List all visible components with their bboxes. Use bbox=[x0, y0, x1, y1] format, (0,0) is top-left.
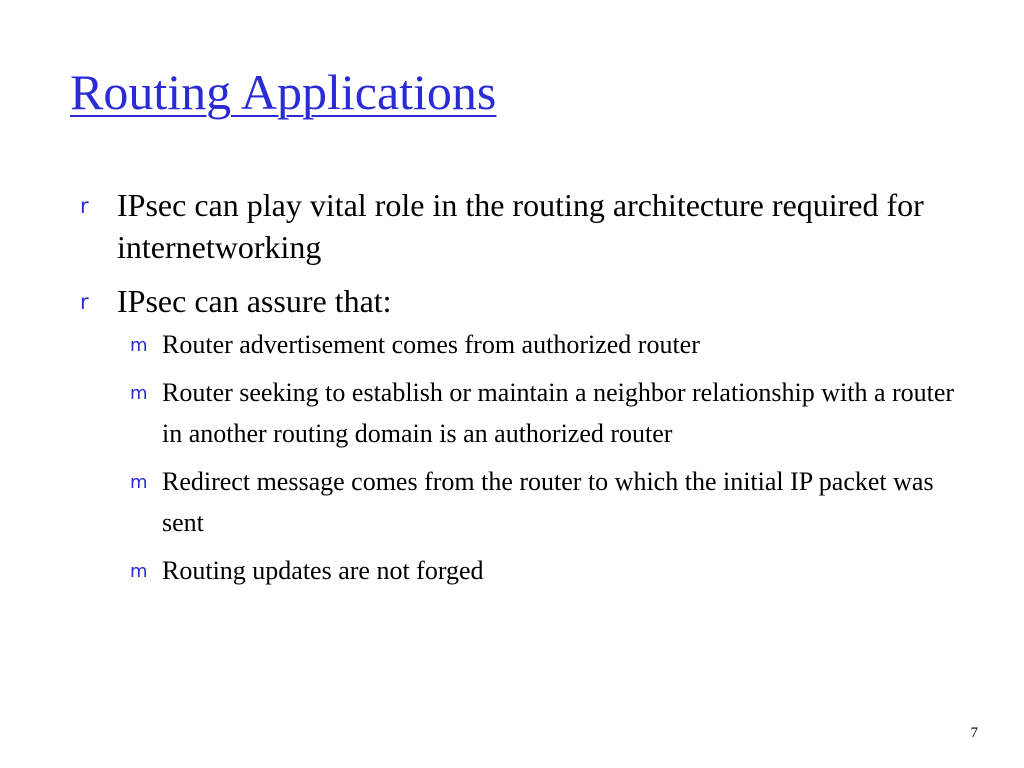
sub-bullet-text: Router seeking to establish or maintain a neighbor relationship with a router in another routing domain is an authorized router bbox=[162, 378, 955, 448]
bullet-level2 bbox=[0, 550, 962, 591]
bullet-level2 bbox=[0, 324, 962, 365]
bullet-text: IPsec can play vital role in the routing architecture required for internetworking bbox=[117, 187, 924, 265]
bullet-level2 bbox=[0, 372, 962, 454]
slide-content bbox=[0, 184, 1024, 598]
sub-bullet-text: Router advertisement comes from authorized router bbox=[162, 330, 700, 359]
bullet-text: IPsec can assure that: bbox=[117, 283, 392, 319]
sub-bullet-marker-icon: m bbox=[130, 335, 148, 356]
bullet-level1 bbox=[0, 184, 947, 268]
bullet-marker-icon: r bbox=[80, 194, 89, 218]
bullet-marker-icon: r bbox=[80, 290, 89, 314]
bullet-level1 bbox=[0, 280, 947, 322]
sub-bullet-marker-icon: m bbox=[130, 472, 148, 493]
sub-bullet-text: Redirect message comes from the router to which the initial IP packet was sent bbox=[162, 467, 934, 537]
page-number: 7 bbox=[970, 725, 978, 741]
bullet-level2 bbox=[0, 461, 962, 543]
sub-bullet-text: Routing updates are not forged bbox=[162, 556, 484, 585]
sub-bullet-marker-icon: m bbox=[130, 561, 148, 582]
slide-title: Routing Applications bbox=[70, 64, 497, 120]
sub-bullet-marker-icon: m bbox=[130, 383, 148, 404]
